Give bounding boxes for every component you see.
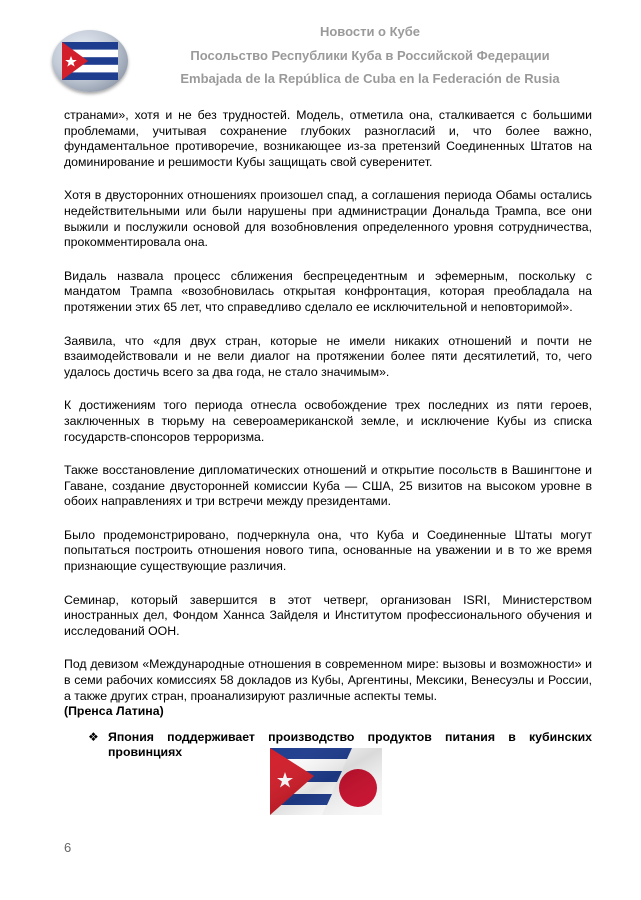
cuba-flag-icon	[62, 42, 118, 80]
diamond-bullet-icon: ❖	[88, 729, 99, 744]
cuba-japan-flags-image	[270, 748, 382, 815]
page-number: 6	[64, 840, 72, 855]
header-embassy-ru: Посольство Республики Куба в Российской Федерации	[190, 48, 550, 63]
cuba-flag-logo	[52, 30, 128, 92]
page-header	[0, 0, 641, 100]
paragraph-7: Было продемонстрировано, подчеркнула она, что Куба и Соединенные Штаты могут попытаться построить отношения нового типа, основанные на уважении и в то же время признающие существующие различия.	[64, 527, 592, 574]
paragraph-6: Также восстановление дипломатических отношений и открытие посольств в Вашингтоне и Гаване, создание двусторонней комиссии Куба — США, 25 визитов на высоком уровне в обоих направлениях и три встречи между президентами.	[64, 463, 592, 509]
paragraph-9-text: Под девизом «Международные отношения в современном мире: вызовы и возможности» и в семи рабочих комиссиях 58 докладов из Кубы, Аргентины, Мексики, Венесуэлы и России, а также других стран, проанализируют различные аспекты темы.	[64, 657, 592, 703]
paragraph-9	[64, 657, 592, 719]
header-title: Новости о Кубе	[319, 24, 421, 39]
paragraph-8: Семинар, который завершится в этот четверг, организован ISRI, Министерством иностранных дел, Фондом Ханнса Зайделя и Институтом профессионального обучения и исследований ООН.	[64, 592, 592, 638]
article-body	[64, 108, 592, 761]
paragraph-5: К достижениям того периода отнесла освобождение трех последних из пяти героев, заключенных в тюрьму на североамериканской земле, и исключение Кубы из списка государств-спонсоров терроризма.	[64, 398, 592, 444]
paragraph-4: Заявила, что «для двух стран, которые не имели никаких отношений и почти не взаимодействовали и не вели диалог на протяжении более пяти десятилетий, то, чего удалось достичь всего за два года, не стало значимым».	[64, 333, 592, 379]
source-credit: (Пренса Латина)	[64, 704, 164, 719]
paragraph-1: странами», хотя и не без трудностей. Модель, отметила она, сталкивается с большими проблемами, учитывая сохранение глубоких разногласий и, что более важно, фундаментальное противоречие, возникающее из-за претензий Соединенных Штатов на доминирование и решимости Кубы защищать свой суверенитет.	[64, 108, 592, 169]
next-article-title: Япония поддерживает производство продуктов питания в кубинских провинциях	[108, 729, 592, 760]
paragraph-2: Хотя в двусторонних отношениях произошел спад, а соглашения периода Обамы остались недействительными или были нарушены при администрации Дональда Трампа, все они выжили и послужили основой для возобновления определенного уровня сотрудничества, прокомментировала она.	[64, 188, 592, 250]
cuba-japan-flag-icon	[270, 748, 382, 815]
paragraph-3: Видаль назвала процесс сближения беспрецедентным и эфемерным, поскольку с мандатом Трампа «возобновилась открытая конфронтация, которая преобладала на протяжении этих 65 лет, что справедливо сделало ее исключительной и неповторимой».	[64, 268, 592, 314]
header-embassy-es: Embajada de la República de Cuba en la Federación de Rusia	[180, 71, 560, 86]
